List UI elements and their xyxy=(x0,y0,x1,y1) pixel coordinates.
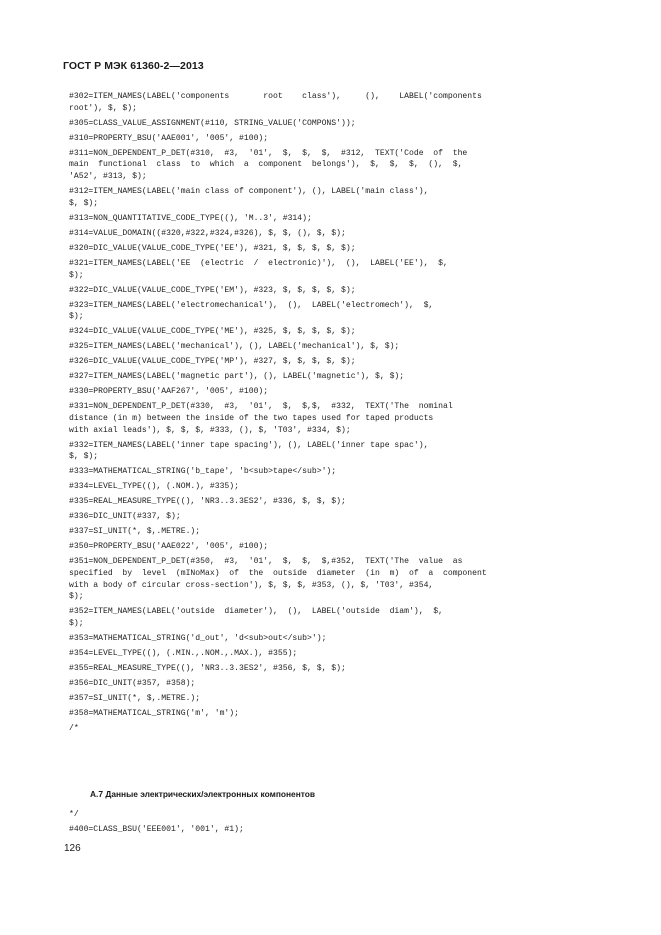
code-line: #351=NON_DEPENDENT_P_DET(#350, #3, '01', $, $, $,#352, TEXT('The value as xyxy=(69,557,463,567)
code-entry xyxy=(69,440,569,463)
code-line: #313=NON_QUANTITATIVE_CODE_TYPE((), 'M..3', #314); xyxy=(69,213,312,223)
code-line: */ xyxy=(69,810,79,819)
code-line: #354=LEVEL_TYPE((), (.MIN.,.NOM.,.MAX.), #355); xyxy=(69,649,298,659)
code-line: #314=VALUE_DOMAIN((#320,#322,#324,#326), $, $, (), $, $); xyxy=(69,228,346,238)
code-entry xyxy=(69,511,569,523)
code-entry xyxy=(69,213,569,225)
code-line: $); xyxy=(69,312,84,322)
express-code-tail xyxy=(69,809,569,836)
code-entry xyxy=(69,401,569,436)
code-entry xyxy=(69,228,569,240)
code-line: #324=DIC_VALUE(VALUE_CODE_TYPE('ME'), #325, $, $, $, $, $); xyxy=(69,327,356,337)
code-entry xyxy=(69,300,569,323)
code-entry xyxy=(69,496,569,508)
code-line: #356=DIC_UNIT(#357, #358); xyxy=(69,679,196,689)
code-line: #355=REAL_MEASURE_TYPE((), 'NR3..3.3ES2', #356, $, $, $); xyxy=(69,664,346,674)
code-line: specified by level (mINoMax) of the outside diameter (in m) of a component xyxy=(69,569,487,579)
code-line: $); xyxy=(69,270,84,280)
code-entry xyxy=(69,466,569,478)
code-entry xyxy=(69,556,569,603)
code-line: root'), $, $); xyxy=(69,103,137,113)
code-line: 'A52', #313, $); xyxy=(69,172,147,182)
code-entry xyxy=(69,148,569,183)
code-line: #357=SI_UNIT(*, $,.METRE.); xyxy=(69,694,201,704)
code-entry xyxy=(69,371,569,383)
code-entry xyxy=(69,341,569,353)
code-entry xyxy=(69,526,569,538)
code-line: #358=MATHEMATICAL_STRING('m', 'm'); xyxy=(69,709,239,719)
express-code-listing xyxy=(69,91,569,735)
code-line: #325=ITEM_NAMES(LABEL('mechanical'), (), LABEL('mechanical'), $, $); xyxy=(69,342,400,352)
code-line: distance (in m) between the inside of the two tapes used for taped products xyxy=(69,413,434,423)
code-line: #322=DIC_VALUE(VALUE_CODE_TYPE('EM'), #323, $, $, $, $, $); xyxy=(69,285,356,295)
code-entry xyxy=(69,258,569,281)
code-line: #352=ITEM_NAMES(LABEL('outside diameter'), (), LABEL('outside diam'), $, xyxy=(69,607,443,617)
code-entry xyxy=(69,824,569,836)
code-entry xyxy=(69,693,569,705)
code-line: #350=PROPERTY_BSU('AAE022', '005', #100); xyxy=(69,542,269,552)
code-line: #337=SI_UNIT(*, $,.METRE.); xyxy=(69,527,201,537)
code-line: with a body of circular cross-section'), $, $, $, #353, (), $, 'T03', #354, xyxy=(69,580,434,590)
code-line: #323=ITEM_NAMES(LABEL('electromechanical'), (), LABEL('electromech'), $, xyxy=(69,300,434,310)
code-line: #400=CLASS_BSU('EEE001', '001', #1); xyxy=(69,825,244,834)
code-entry xyxy=(69,326,569,338)
code-line: #335=REAL_MEASURE_TYPE((), 'NR3..3.3ES2', #336, $, $, $); xyxy=(69,497,346,507)
code-line: #320=DIC_VALUE(VALUE_CODE_TYPE('EE'), #321, $, $, $, $, $); xyxy=(69,243,356,253)
code-line: #326=DIC_VALUE(VALUE_CODE_TYPE('MP'), #327, $, $, $, $, $); xyxy=(69,357,356,367)
section-heading: А.7 Данные электрических/электронных компонентов xyxy=(90,789,316,799)
code-line: $, $); xyxy=(69,452,99,462)
code-line: #336=DIC_UNIT(#337, $); xyxy=(69,512,181,522)
code-entry xyxy=(69,663,569,675)
code-line: #321=ITEM_NAMES(LABEL('EE (electric / electronic)'), (), LABEL('EE'), $, xyxy=(69,258,448,268)
page-number: 126 xyxy=(64,843,81,854)
code-line: #302=ITEM_NAMES(LABEL('components root class'), (), LABEL('components xyxy=(69,92,482,101)
code-entry xyxy=(69,708,569,720)
code-line: #327=ITEM_NAMES(LABEL('magnetic part'), (), LABEL('magnetic'), $, $); xyxy=(69,372,405,382)
code-line: #305=CLASS_VALUE_ASSIGNMENT(#110, STRING_VALUE('COMPONS')); xyxy=(69,118,356,128)
code-entry xyxy=(69,481,569,493)
code-entry xyxy=(69,606,569,629)
code-line: $, $); xyxy=(69,198,99,208)
code-line: $); xyxy=(69,619,84,629)
code-entry xyxy=(69,541,569,553)
code-line: main functional class to which a component belongs'), $, $, $, (), $, xyxy=(69,160,463,170)
code-line: #331=NON_DEPENDENT_P_DET(#330, #3, '01', $, $,$, #332, TEXT('The nominal xyxy=(69,402,453,412)
code-line: with axial leads'), $, $, $, #333, (), $, 'T03', #334, $); xyxy=(69,425,351,435)
code-line: #310=PROPERTY_BSU('AAE001', '005', #100); xyxy=(69,133,269,143)
code-entry xyxy=(69,678,569,690)
code-entry xyxy=(69,633,569,645)
code-entry xyxy=(69,118,569,130)
code-line: #330=PROPERTY_BSU('AAF267', '005', #100); xyxy=(69,387,269,397)
code-entry xyxy=(69,356,569,368)
code-line: /* xyxy=(69,724,79,734)
code-entry xyxy=(69,723,569,735)
standard-header: ГОСТ Р МЭК 61360-2—2013 xyxy=(63,60,204,72)
code-line: #311=NON_DEPENDENT_P_DET(#310, #3, '01', $, $, $, #312, TEXT('Code of the xyxy=(69,148,468,158)
code-line: #332=ITEM_NAMES(LABEL('inner tape spacing'), (), LABEL('inner tape spac'), xyxy=(69,440,429,450)
code-entry xyxy=(69,186,569,209)
code-entry xyxy=(69,243,569,255)
code-line: #312=ITEM_NAMES(LABEL('main class of component'), (), LABEL('main class'), xyxy=(69,187,429,197)
code-entry xyxy=(69,91,569,114)
code-entry xyxy=(69,809,569,821)
code-entry xyxy=(69,648,569,660)
code-line: #333=MATHEMATICAL_STRING('b_tape', 'b<sub>tape</sub>'); xyxy=(69,467,337,477)
code-line: #334=LEVEL_TYPE((), (.NOM.), #335); xyxy=(69,482,239,492)
code-entry xyxy=(69,386,569,398)
code-entry xyxy=(69,285,569,297)
code-line: #353=MATHEMATICAL_STRING('d_out', 'd<sub>out</sub>'); xyxy=(69,634,327,644)
code-entry xyxy=(69,133,569,145)
code-line: $); xyxy=(69,592,84,602)
